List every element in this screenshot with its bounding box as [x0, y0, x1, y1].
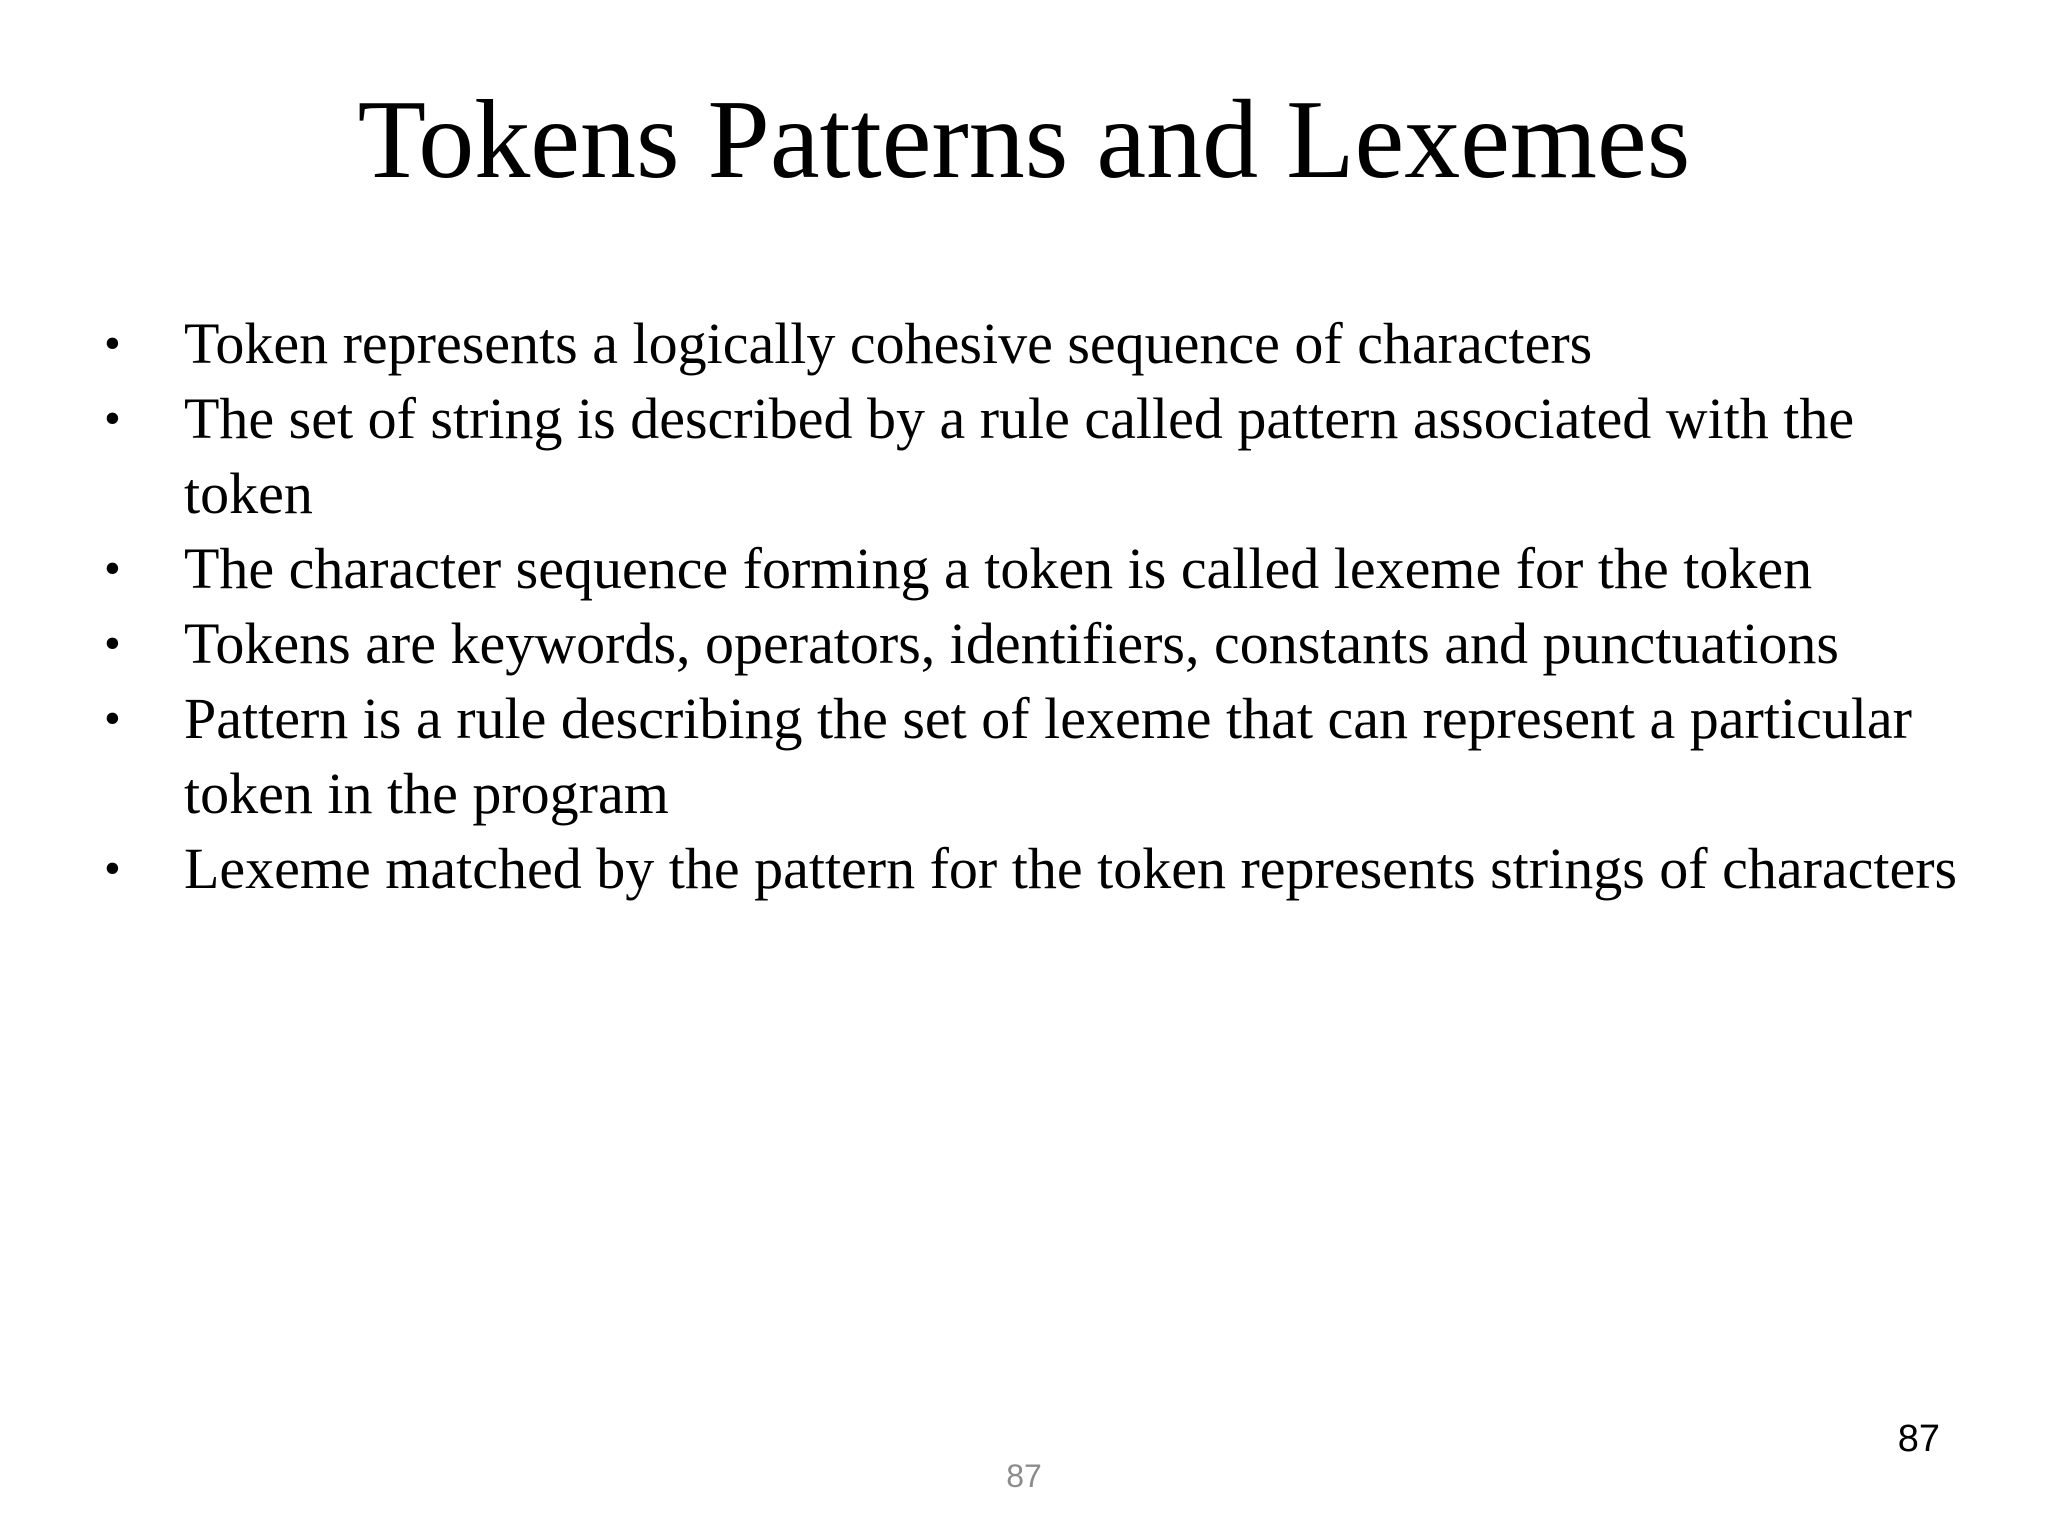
bullet-text: Token represents a logically cohesive sequence of characters	[184, 311, 1593, 376]
bullet-text: Pattern is a rule describing the set of lexeme that can represent a particular token in the program	[184, 686, 1912, 826]
bullet-item	[104, 381, 1964, 531]
bullet-icon: •	[104, 542, 121, 595]
bullet-icon: •	[104, 842, 121, 895]
bullet-item	[104, 681, 1964, 831]
bullet-text: The set of string is described by a rule called pattern associated with the token	[184, 386, 1855, 526]
bullet-icon: •	[104, 692, 121, 745]
bullet-icon: •	[104, 617, 121, 670]
bullet-item	[104, 606, 1964, 681]
bullet-icon: •	[104, 317, 121, 370]
bullet-icon: •	[104, 392, 121, 445]
corner-page-number: 87	[1897, 1418, 1940, 1460]
bullet-text: The character sequence forming a token is called lexeme for the token	[184, 536, 1813, 601]
bullet-text: Lexeme matched by the pattern for the token represents strings of characters	[184, 836, 1958, 901]
bullet-item	[104, 531, 1964, 606]
bullet-item	[104, 306, 1964, 381]
footer-page-number: 87	[1006, 1458, 1042, 1494]
bullet-item	[104, 831, 1964, 906]
slide-title: Tokens Patterns and Lexemes	[357, 78, 1691, 202]
bullet-list	[104, 306, 1964, 906]
bullet-text: Tokens are keywords, operators, identifiers, constants and punctuations	[184, 611, 1839, 676]
